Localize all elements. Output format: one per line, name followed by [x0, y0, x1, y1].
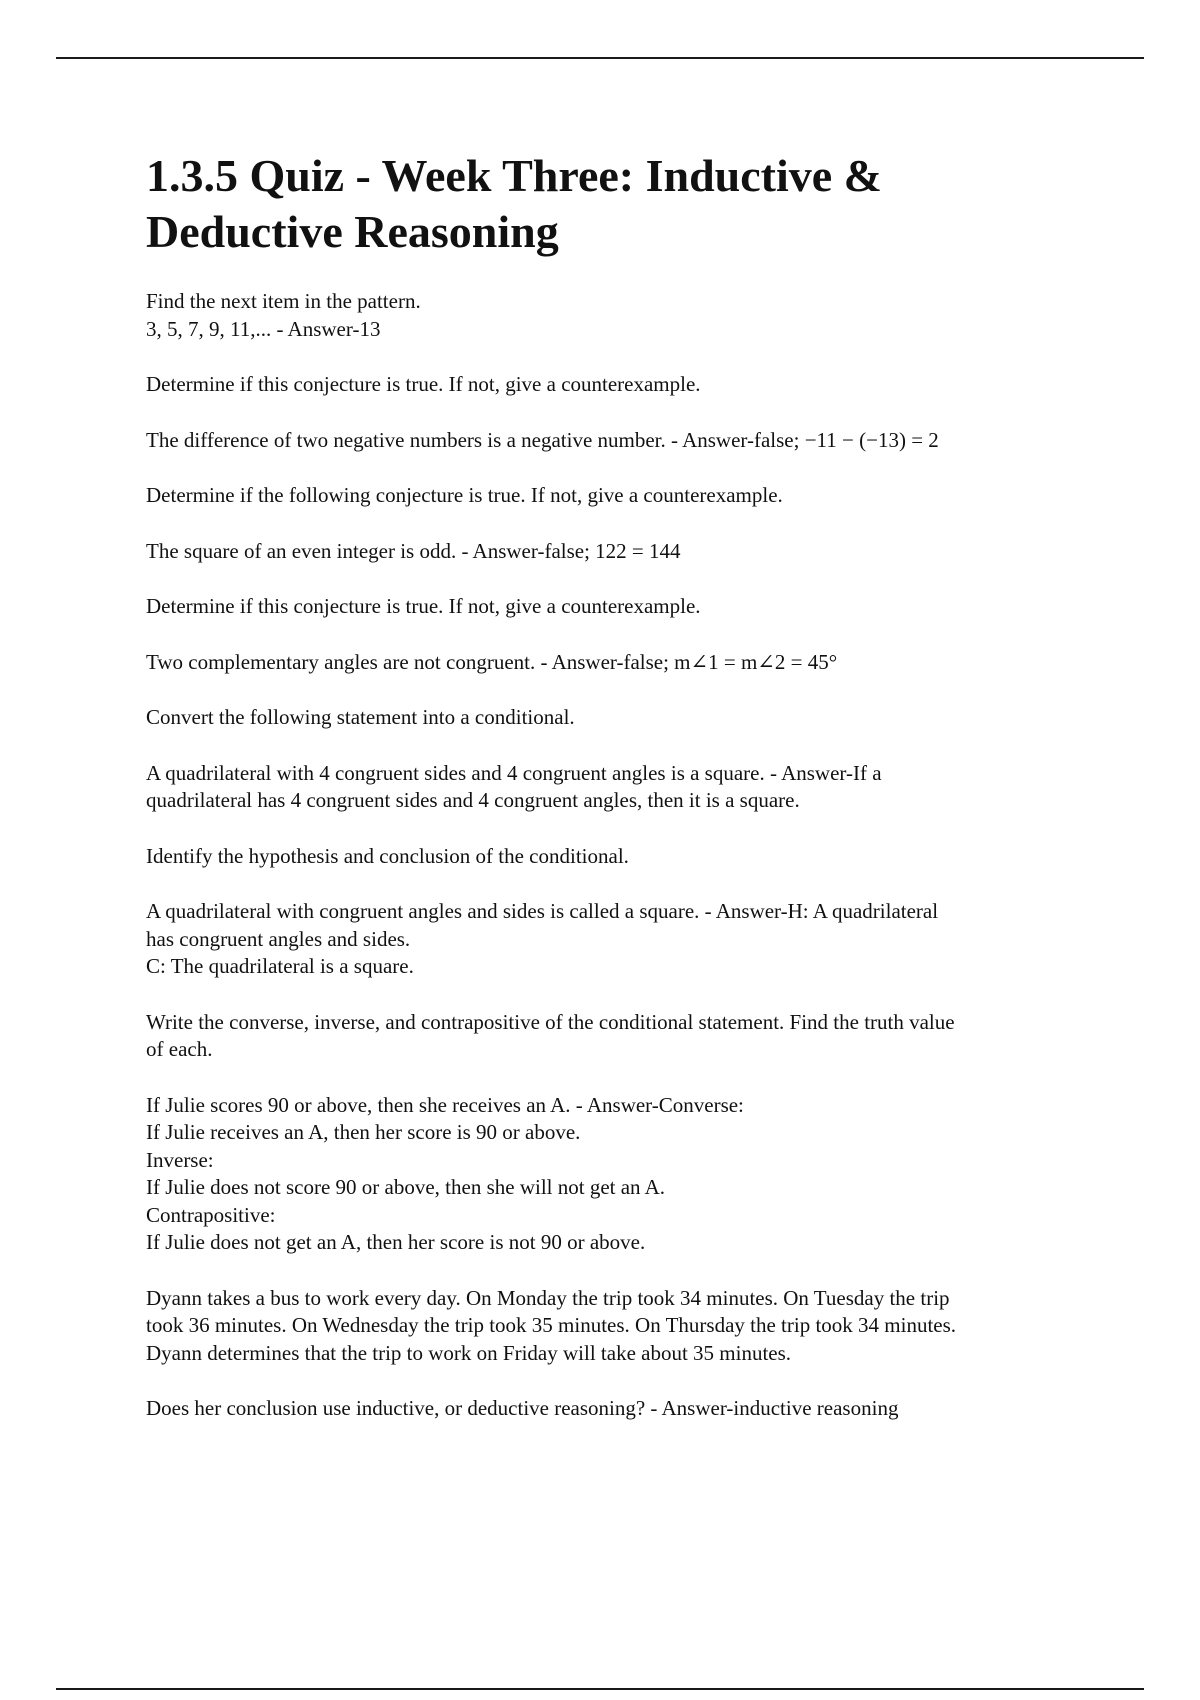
paragraph-line: quadrilateral has 4 congruent sides and 4 congruent angles, then it is a square.	[146, 788, 800, 812]
paragraph-line: Determine if this conjecture is true. If not, give a counterexample.	[146, 594, 701, 618]
paragraph-line: Two complementary angles are not congruent. - Answer-false; m∠1 = m∠2 = 45°	[146, 649, 838, 674]
paragraph	[146, 760, 1086, 815]
paragraph-line: has congruent angles and sides.	[146, 926, 411, 951]
paragraph-line: Determine if the following conjecture is true. If not, give a counterexample.	[146, 483, 783, 507]
paragraph-line: The difference of two negative numbers is a negative number. - Answer-false; −11 − (−13) = 2	[146, 427, 939, 452]
bottom-rule	[56, 1688, 1144, 1690]
paragraph-line: The square of an even integer is odd. - Answer-false; 122 = 144	[146, 538, 681, 563]
paragraph	[146, 704, 1086, 732]
paragraph-line: Inverse:	[146, 1147, 214, 1172]
paragraph	[146, 427, 1086, 455]
paragraph	[146, 1009, 1086, 1064]
paragraph	[146, 898, 1086, 981]
paragraph	[146, 1285, 1086, 1368]
paragraph	[146, 482, 1086, 510]
paragraph	[146, 1092, 1086, 1257]
paragraph-line: If Julie scores 90 or above, then she receives an A. - Answer-Converse:	[146, 1092, 744, 1117]
paragraph-line: Find the next item in the pattern.	[146, 289, 421, 313]
paragraph	[146, 593, 1086, 621]
paragraph-line: Determine if this conjecture is true. If not, give a counterexample.	[146, 372, 701, 396]
paragraph-line: A quadrilateral with congruent angles and sides is called a square. - Answer-H: A quadrilateral	[146, 899, 939, 923]
paragraph	[146, 843, 1086, 871]
paragraph-line: A quadrilateral with 4 congruent sides and 4 congruent angles is a square. - Answer-If a	[146, 760, 882, 785]
paragraph	[146, 288, 1086, 343]
paragraph-line: Contrapositive:	[146, 1202, 276, 1227]
top-rule	[56, 57, 1144, 59]
paragraph	[146, 538, 1086, 566]
paragraph-line: If Julie receives an A, then her score is 90 or above.	[146, 1120, 581, 1144]
paragraph-line: Dyann takes a bus to work every day. On Monday the trip took 34 minutes. On Tuesday the trip	[146, 1285, 950, 1310]
paragraph	[146, 371, 1086, 399]
paragraph	[146, 649, 1086, 677]
paragraph-line: Dyann determines that the trip to work on Friday will take about 35 minutes.	[146, 1340, 792, 1365]
paragraph-line: If Julie does not get an A, then her score is not 90 or above.	[146, 1230, 646, 1254]
paragraph-line: of each.	[146, 1037, 213, 1061]
paragraph-list	[146, 288, 1086, 1423]
paragraph-line: Does her conclusion use inductive, or deductive reasoning? - Answer-inductive reasoning	[146, 1396, 899, 1420]
paragraph-line: If Julie does not score 90 or above, then she will not get an A.	[146, 1175, 666, 1199]
paragraph-line: 3, 5, 7, 9, 11,... - Answer-13	[146, 316, 381, 341]
paragraph-line: C: The quadrilateral is a square.	[146, 954, 414, 978]
paragraph-line: Convert the following statement into a conditional.	[146, 705, 575, 729]
document-title: 1.3.5 Quiz - Week Three: Inductive & Deductive Reasoning	[146, 150, 882, 257]
paragraph-line: Write the converse, inverse, and contrapositive of the conditional statement. Find the truth value	[146, 1009, 955, 1034]
paragraph-line: Identify the hypothesis and conclusion of the conditional.	[146, 843, 629, 868]
document-body	[146, 148, 1086, 1451]
paragraph-line: took 36 minutes. On Wednesday the trip took 35 minutes. On Thursday the trip took 34 minutes.	[146, 1313, 957, 1337]
paragraph	[146, 1395, 1086, 1423]
